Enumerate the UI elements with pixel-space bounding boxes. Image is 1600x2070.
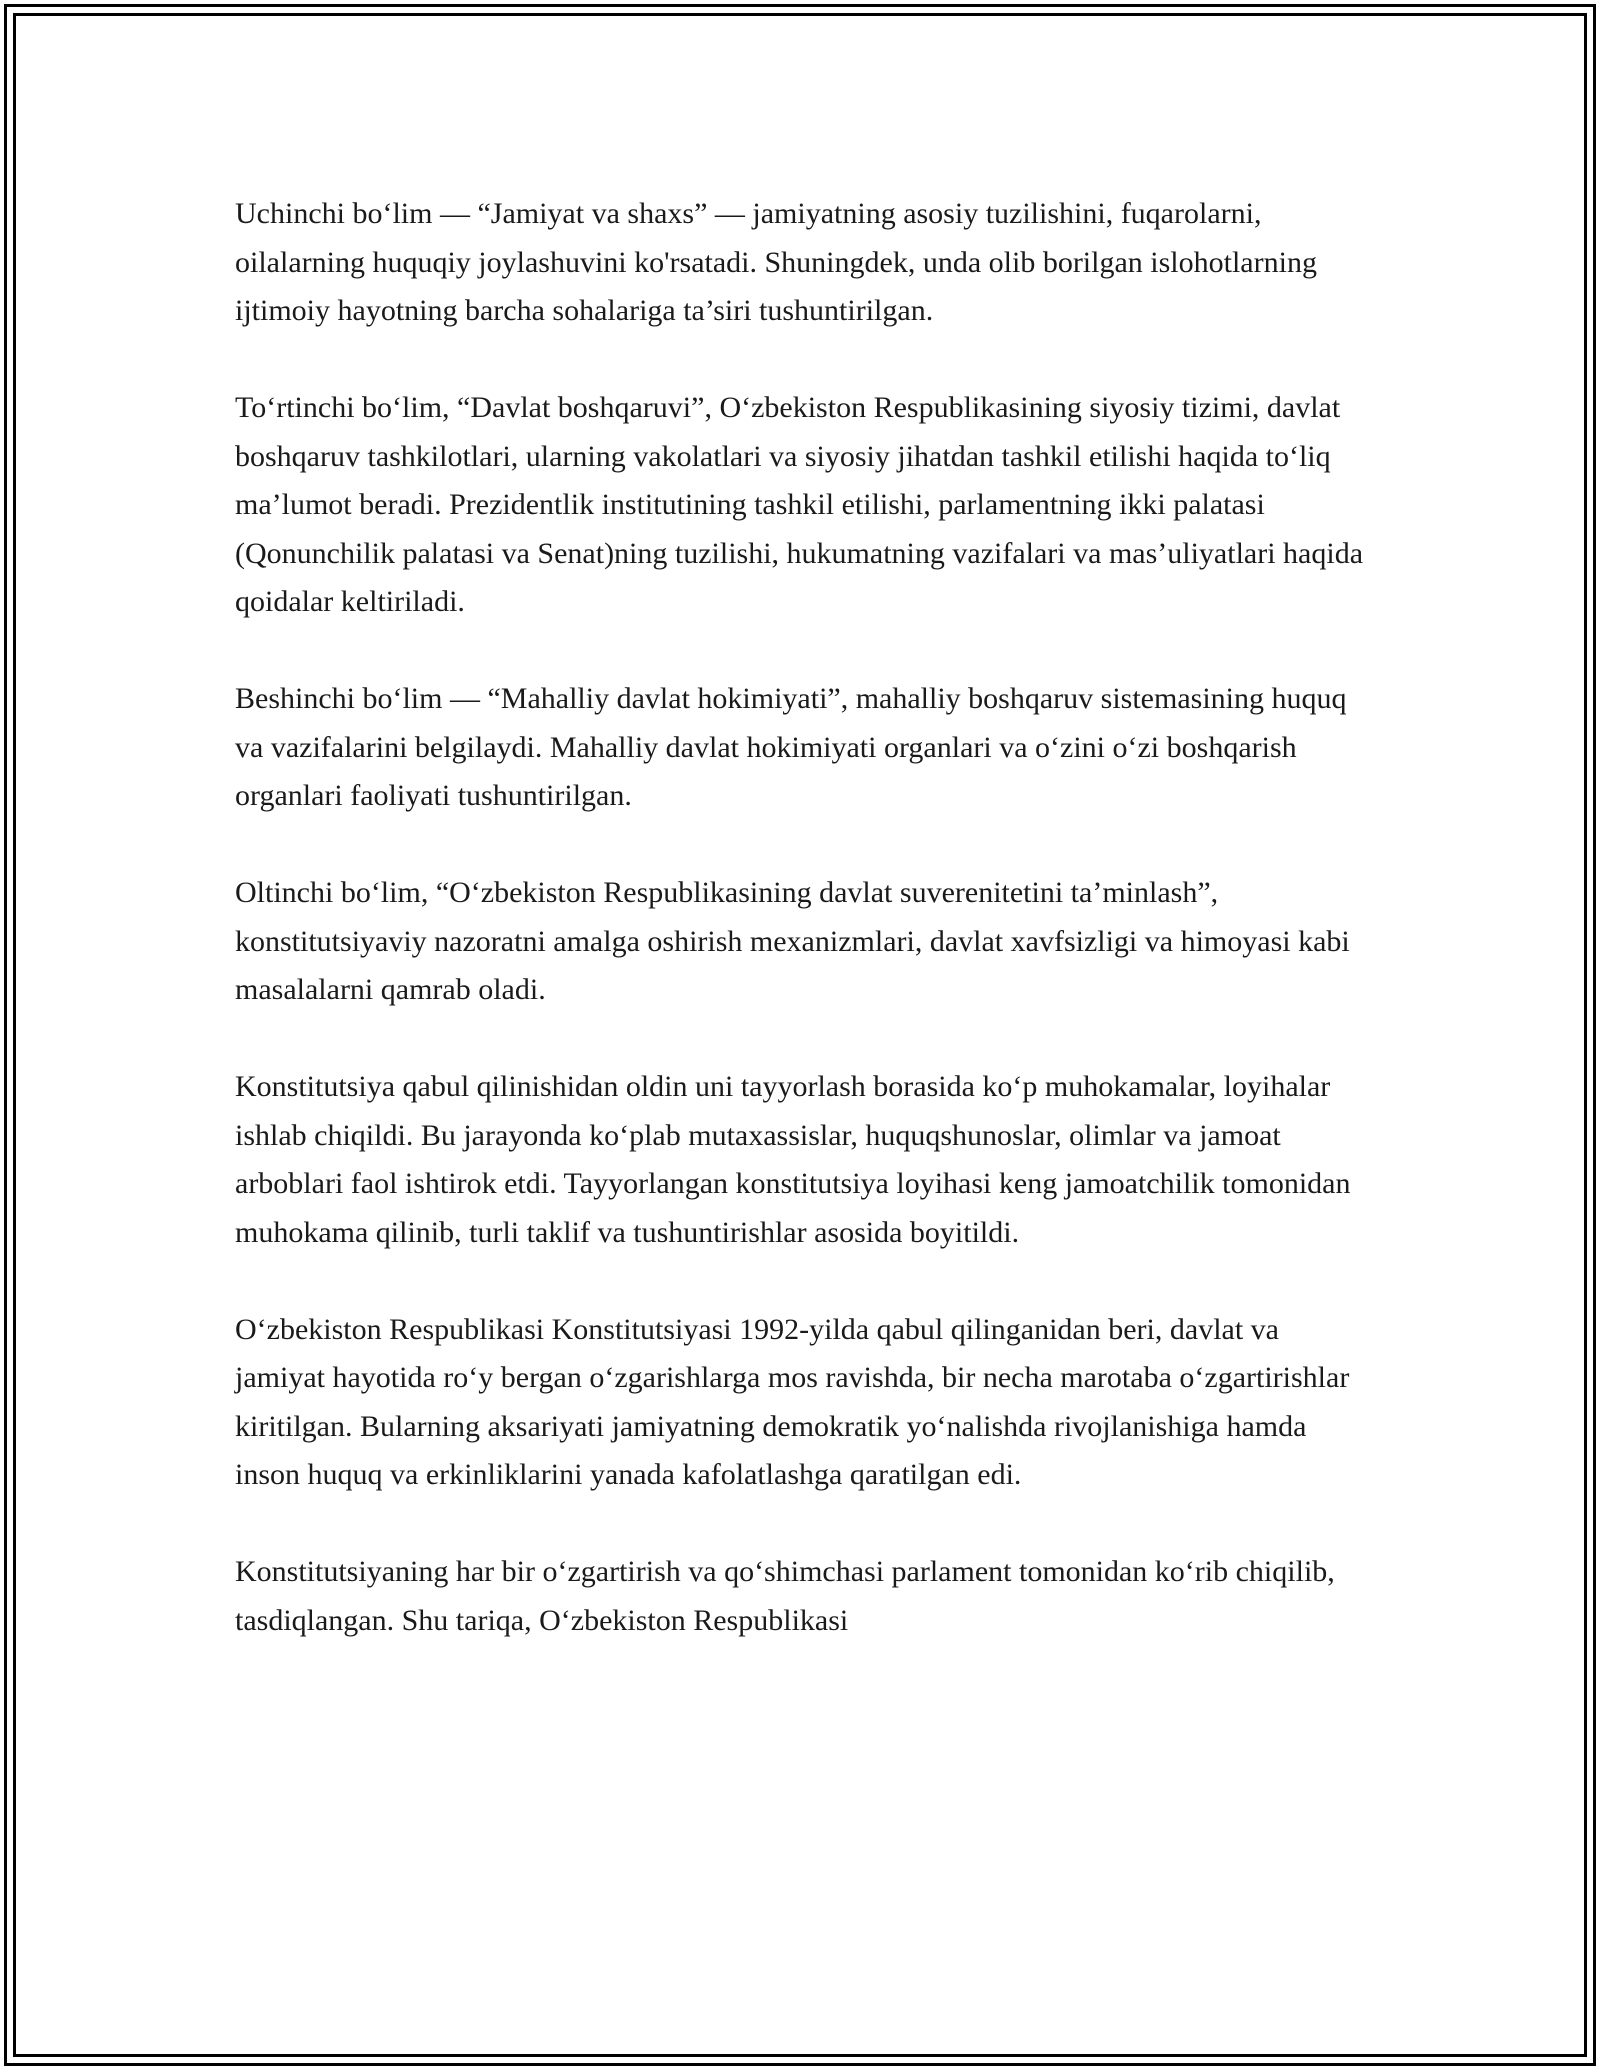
paragraph-section-five: Beshinchi bo‘lim — “Mahalliy davlat hokimiyati”, mahalliy boshqaruv sistemasining huquq va vazifalarini belgilaydi. Mahalliy davlat hokimiyati organlari va o‘zini o‘zi boshqarish organlari faoliyati tushuntirilgan.	[235, 682, 1347, 812]
paragraph-parliament-review: Konstitutsiyaning har bir o‘zgartirish va qo‘shimchasi parlament tomonidan ko‘rib chiqilib, tasdiqlangan. Shu tariqa, O‘zbekiston Respublikasi	[235, 1555, 1335, 1637]
paragraph-section-four: To‘rtinchi bo‘lim, “Davlat boshqaruvi”, O‘zbekiston Respublikasining siyosiy tizimi, davlat boshqaruv tashkilotlari, ularning vakolatlari va siyosiy jihatdan tashkil etilishi haqida to‘liq ma’lumot beradi. Prezidentlik institutining tashkil etilishi, parlamentning ikki palatasi (Qonunchilik palatasi va Senat)ning tuzilishi, hukumatning vazifalari va mas’uliyatlari haqida qoidalar keltiriladi.	[235, 391, 1364, 618]
paragraph-section-three: Uchinchi bo‘lim — “Jamiyat va shaxs” — jamiyatning asosiy tuzilishini, fuqarolarni, oilalarning huquqiy joylashuvini ko'rsatadi. Shuningdek, unda olib borilgan islohotlarning ijtimoiy hayotning barcha sohalariga ta’siri tushuntirilgan.	[235, 197, 1317, 327]
paragraph-amendments: O‘zbekiston Respublikasi Konstitutsiyasi 1992-yilda qabul qilinganidan beri, davlat va jamiyat hayotida ro‘y bergan o‘zgarishlarga mos ravishda, bir necha marotaba o‘zgartirishlar kiritilgan. Bularning aksariyati jamiyatning demokratik yo‘nalishda rivojlanishiga hamda inson huquq va erkinliklarini yanada kafolatlashga qaratilgan edi.	[235, 1312, 1350, 1491]
paragraph-section-six: Oltinchi bo‘lim, “O‘zbekiston Respublikasining davlat suverenitetini ta’minlash”, konstitutsiyaviy nazoratni amalga oshirish mexanizmlari, davlat xavfsizligi va himoyasi kabi masalalarni qamrab oladi.	[235, 876, 1350, 1006]
document-body	[235, 190, 1375, 1645]
paragraph-drafting: Konstitutsiya qabul qilinishidan oldin uni tayyorlash borasida ko‘p muhokamalar, loyihalar ishlab chiqildi. Bu jarayonda ko‘plab mutaxassislar, huquqshunoslar, olimlar va jamoat arboblari faol ishtirok etdi. Tayyorlangan konstitutsiya loyihasi keng jamoatchilik tomonidan muhokama qilinib, turli taklif va tushuntirishlar asosida boyitildi.	[235, 1070, 1351, 1249]
